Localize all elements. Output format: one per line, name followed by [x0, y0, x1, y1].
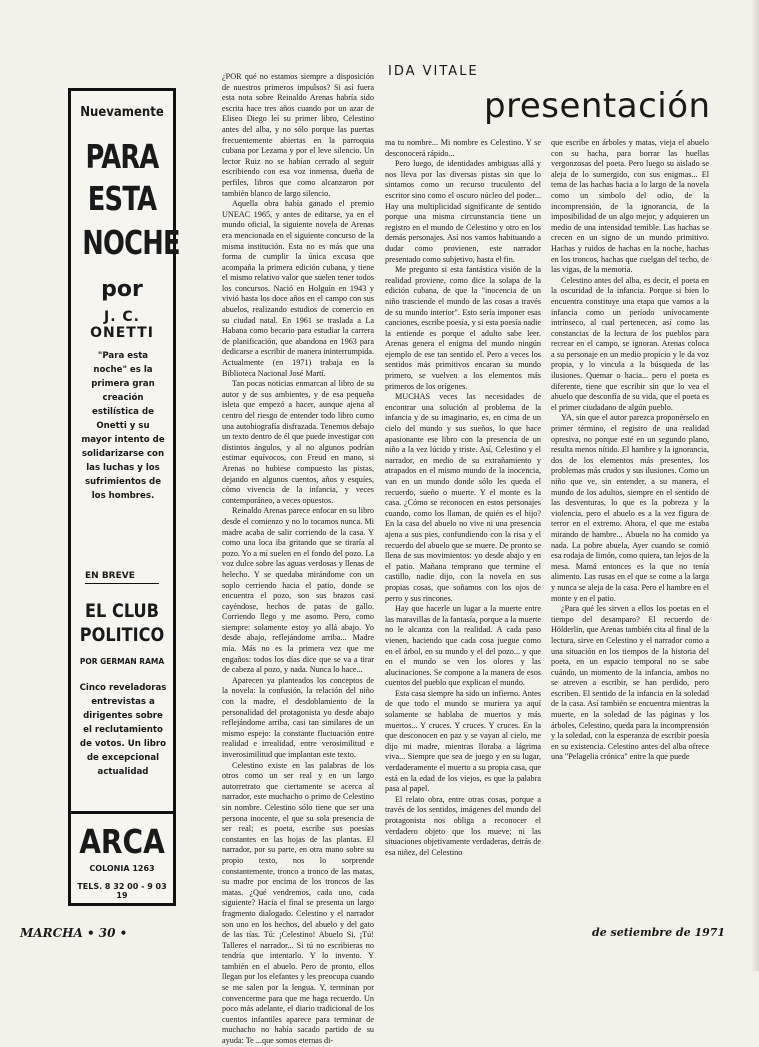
ad-club-line-1: EL CLUB [85, 600, 159, 622]
ad-club-description: Cinco reveladoras entrevistas a dirigentes sobre el reclutamiento de votos. Un libro de excepcional actualidad [79, 683, 167, 777]
ad-por: por [101, 277, 143, 302]
ad-club-line-2: POLITICO [79, 624, 165, 646]
footer-publication: MARCHA • 30 • [20, 926, 128, 940]
page-edge [751, 0, 759, 971]
paragraph: El relato obra, entre otras cosas, porque a través de los sentidos, imágenes del mundo del protagonista nos obliga a reconocer el verdadero objeto que los mueve; ni las situaciones objetivamente verdaderas, detrás de esa niñez, del Celestino [385, 794, 541, 857]
paragraph: Celestino antes del alba, es decir, el poeta en la oscuridad de la infancia. Porque si bien lo encuentra constituye una etapa que vamos a la infancia como un período unívocamente intrínseco, al cual pertenecen, así como las constancias de la lectura de los pueblos para recrear en el campo, se ignoran. Arenas coloca a su personaje en un medio propicio y le da voz propia, y lo vincula a la búsqueda de las ilusiones. Quemar o hacia... pero el poeta es diferente, tiene que escribir sin que lo vea el abuelo que desconfía de su vida, que el poeta es el primer ciudadano de algún pueblo. [551, 275, 709, 412]
ad-author: J. C. ONETTI [90, 309, 154, 341]
paragraph: ¿POR qué no estamos siempre a disposición de nuestros primeros impulsos? Si así fuera esta nota sobre Reinaldo Arenas habría sido escrita hace tres años cuando por un azar de Eliseo Diego leí su primer libro, Celestino antes del alba, y no sólo porque las puertas frecuentemente abiertas en la parroquia cubana por Lezama y por el leve silencio. Un lector Ruiz no se habían cerrado al seguir escribiendo con esa voz inmensa, dueña de perfiles, libros que como alcanzaron por también blanco de largo silencio. [222, 72, 374, 198]
ad-title-line-1: PARA [85, 137, 159, 176]
paragraph: Hay que hacerle un lugar a la muerte entre las maravillas de la fantasía, porque a la muerte no le alcanza con la realidad. A cada paso vienen, haciendo que cada cosa juegue como en el árbol, en su mundo y el del pozo... y que en el mundo se ven los olores y las alucinaciones. Se compone a la manera de esos cuentos del pueblo que explican el mundo. [385, 604, 541, 688]
paragraph: ma tu nombre... Mi nombre es Celestino. Y se desconocerá rápido... [385, 138, 541, 158]
paragraph: Tan pocas noticias enmarcan al libro de su autor y de sus ambientes, y de esa pequeña isleta que empezó a hacer, aunque ajena al centro del riesgo de entender todo libro como una autobiografía disfrazada. Tenemos debajo un texto dentro de él que puede investigar con distintos ángulos, y al no algunos podrían estimar equívocos, con Freud en mano, si Arenas no hubiese compuesto las pistas, dejando en algunos cuentos, años y esquíes, cómo vivencia de la infancia, y veces contemporáneo, a veces opuestos. [222, 379, 374, 505]
paragraph: Aquella obra había ganado el premio UNEAC 1965, y antes de editarse, ya en el mundo oficial, la siguiente novela de Arenas era mencionada en el siguiente concurso de la misma institución. Esta no es más que una forma de cumplir la única excusa que acompaña la primera edición cubana, y tiene el mismo relativo valor que suelen tener todos los concursos. Nació en Holguín en 1943 y vivió hasta los doce años en el campo con sus abuelos, realizando estudios de comercio en su ciudad natal. En 1961 se traslada a La Habana como becario para estudiar la carrera de planificación, que abandona en 1963 para dedicarse a escribir de manera ininterrumpida. Actualmente (en 1971) trabaja en la Biblioteca Nacional José Martí. [222, 199, 374, 378]
paragraph: Aparecen ya planteados los conceptos de la novela: la confusión, la relación del niño con la madre, el desdoblamiento de la personalidad del protagonista yo desde abajo reflejándome arriba, casi tan similares de un mismo espejo: la constante fluctuación entre realidad e irrealidad, entre verosimilitud e inverosimilitud que implantan este texto. [222, 675, 374, 759]
paragraph: que escribe en árboles y matas, vieja el abuelo con su hacha, para borrar las huellas vergonzosas del poeta. Pero luego su aislado se aleja de lo sumergido, con sus enigmas... El tema de las hachas hacia a lo largo de la novela como un símbolo del odio, de la incomprensión, de la ignorancia, de la imposibilidad de un algo mejor, y adquieren un medio de una intensidad temible. Las hachas se crecen en un signo de un mundo primitivo. Hachas y ruidos de hachas en la noche, hachas en los troncos, hachas que cuelgan del techo, de las vigas, de la memoria. [551, 138, 709, 275]
ad-club-author: POR GERMAN RAMA [79, 657, 165, 666]
paragraph: Me pregunto si esta fantástica visión de la realidad proviene, como dice la solapa de la edición cubana, de que la "inocencia de un niño trasciende el mundo de las cosas a través de su mundo interior". Esto sería imponer esas canciones, escribe poesía, y si esta poesía nadie la entiende es porque el adulto sabe leer. Arenas genera el enigma del mundo ningún ejemplo de ese tan sentido el. Pero a veces los sentidos más primitivos encaran su mundo primero, se vuelven a los elementos más primeros de los orígenes. [385, 265, 541, 391]
paragraph: Esta casa siempre ha sido un infierno. Antes de que todo el mundo se muriera ya aquí solamente se hablaba de muertos y más muertos... Y cruces. Y cruces. Y cruces. En la que desconocen en paz y se vayan al cielo, me dijo mi madre, mientras lloraba a lágrima viva... Siempre que sea de juego y en su lugar, verdaderamente el muerto a su propia casa, que está en la edad de los viejos, es que la palabra pasa al papel. [385, 688, 541, 794]
ad-store-address: COLONIA 1263 [89, 864, 155, 873]
ad-store-box [71, 811, 173, 904]
article-column-3 [551, 138, 709, 920]
paragraph: YA, sin que el autor parezca proponérselo en primer término, el registro de una realidad opresiva, no porque esté en un segundo plano, resulta menos nítido. El hambre y la ignorancia, dos de los elementos más presentes, los problemas más crudos y sus ilusiones. Como un niño que ve, sin entender, a su manera, el mundo de los adultos, siempre en el sentido de las desventuras, lo que es la pobreza y la violencia, pero el abuelo es a la vez figura de terror en el extremo. Ahora, el que me estaba mirando de hambre... Abuela no ha comido ya nada. La pobre abuela, Ayer cuando se comió esa rodaja de limón, como quiera, tan lejos de la mesa. Mamá entonces es la que no tenía alimento. Las rusas en el que se come a la larga y nunca se aleja de la casa. Pero el hambre en el monte y en el patio. [551, 413, 710, 603]
article-title: presentación [484, 86, 711, 126]
paragraph: ¿Para qué les sirven a ellos los poetas en el tiempo del desamparo? El recuerdo de Hölderlin, que Arenas también cita al final de la lectura, sirve en Celestino y el narrador como a una situación en los tiempos de la historia del poeta, en un espacio temporal no se sabe cuándo, un momento de la infancia, ambos no se atreven a escribir, se han perdido, pero escriben. El sentido de la infancia en la soledad de la casa. Así también se encuentra mientras la muerte, en la soledad de las páginas y los árboles, Celestino, queda para la incomprensión y la soledad, con la esperanza de escribir poesía en su existencia. Celestino antes del alba ofrece una "Pelagelia crónica" entre la que puede [551, 604, 709, 762]
ad-en-breve: EN BREVE [85, 571, 159, 584]
ad-store-phones: TELS. 8 32 00 - 9 03 19 [77, 882, 167, 900]
ad-kicker: Nuevamente [80, 105, 164, 120]
footer-date: de setiembre de 1971 [592, 926, 726, 939]
paragraph: MUCHAS veces las necesidades de encontrar una solución al problema de la infancia y de su imaginario, es, en cima de un cielo del mundo y sus sueños, lo que hace apasionante ese libro con la presencia de un niño a la vez lúcido y triste. Así, Celestino y el narrador, en medio de su extrañamiento y atrapados en el mismo mundo de la inocencia, van en un mundo donde sólo les queda el recuerdo, sueño o muerte. Y el monte es la casa. ¿Cómo se reconocen en estos personajes cuando, como los llaman, de quién es el hijo? En la casa del abuelo no vive ni una presencia ajena a sus pies, confundiendo con la risa y el recuerdo del abuelo que se muere. De pronto se llena de sus movimientos: yo desde abajo y en el patio. Mañana temprano que termine el castillo, nadie dijo, con la novela en sus propias cosas, que soñamos con los ojos de perro y sus rincones. [385, 392, 541, 603]
article-author: IDA VITALE [388, 64, 479, 79]
ad-store-name: ARCA [79, 822, 165, 861]
ad-quote: "Para esta noche" es la primera gran creación estilística de Onetti y su mayor intento de solidarizarse con las luchas y los sufrimientos de los hombres. [81, 351, 165, 501]
book-advertisement [68, 88, 180, 906]
article-column-1 [222, 72, 374, 1046]
paragraph: Pero luego, de identidades ambiguas allá y nos lleva por las diversas pistas sin que lo sintamos como un recurso truculento del escritor sino como el oscuro núcleo del poder... Hay una multiplicidad significante de sentido porque una misma circunstancia tiene un registro en el mundo de Celestino y otro en los demás personajes. Así nos vamos habituando a dudar como provienen, este narrador presentado como subjetivo, hasta el fin. [385, 159, 541, 264]
ad-title-line-3: NOCHE [82, 223, 180, 262]
paragraph: Reinaldo Arenas parece enfocar en su libro desde el comienzo y no lo tocamos nunca. Mi madre acaba de salir corriendo de la casa. Y como una loca iba gritando que se tiraría al pozo. Yo a mí suelen en el fondo del pozo. La voz dulce sobre las aguas verdosas y llenas de helecho. Y se quedaba mirándome con un soplo cerriendo hacia el patio, donde se encuentra el pozo, son sus brazos casi cayéndose, hechos de patas de gallo. Corriendo llego y me asomo. Pero, como siempre: solamente estoy yo allá abajo. Yo desde abajo, reflejándome arriba... Madre mía. Más no es la primera vez que me engaños: todos los días dice que se va a tirar de cabeza al pozo, y nada. Nunca lo hace... [222, 506, 374, 675]
paragraph: Celestino existe en las palabras de los otros como un ser real y en un largo autorretrato que ciertamente se acerca al narrador, este muchacho o primo de Celestino sin nombre. Celestino sólo tiene que ser una persona inocente, el que su sola presencia de ser real; es poeta, escribe sus poesías constantes en las hojas de las plantas. El narrador, por su parte, en otra mano sobre su propio texto, nos lo sorprende constantemente, tronco a tronco de las matas, su madre por encima de los troncos de las matas. ¿Qué vendremos, cada uno, cada siguiente? Hacia el final se presenta un largo fragmento dialogado. Celestino y el narrador son uno en los hechos, del abuelo y del gato de las tías. Tú: ¡Celestino! Abuelo Si. ¡Tú! Talleres el narrador... Si tú no escribieras no tendría que intentarlo. Y lo invento. Y también en el abuelo. Pero de pronto, ellos llegan por los elefantes y les preocupa cuando se me salen por la lengua. Y, terminan por convencerme para que me haga recuerdo. Un poco más adelante, el diario tradicional de los cuentos infantiles aparece para terminar de muchacho no había sacado partido de su ayuda: Te ...que somos eternas di- [222, 760, 374, 1046]
ad-title-line-2: ESTA [87, 179, 157, 218]
article-column-2 [385, 138, 541, 920]
